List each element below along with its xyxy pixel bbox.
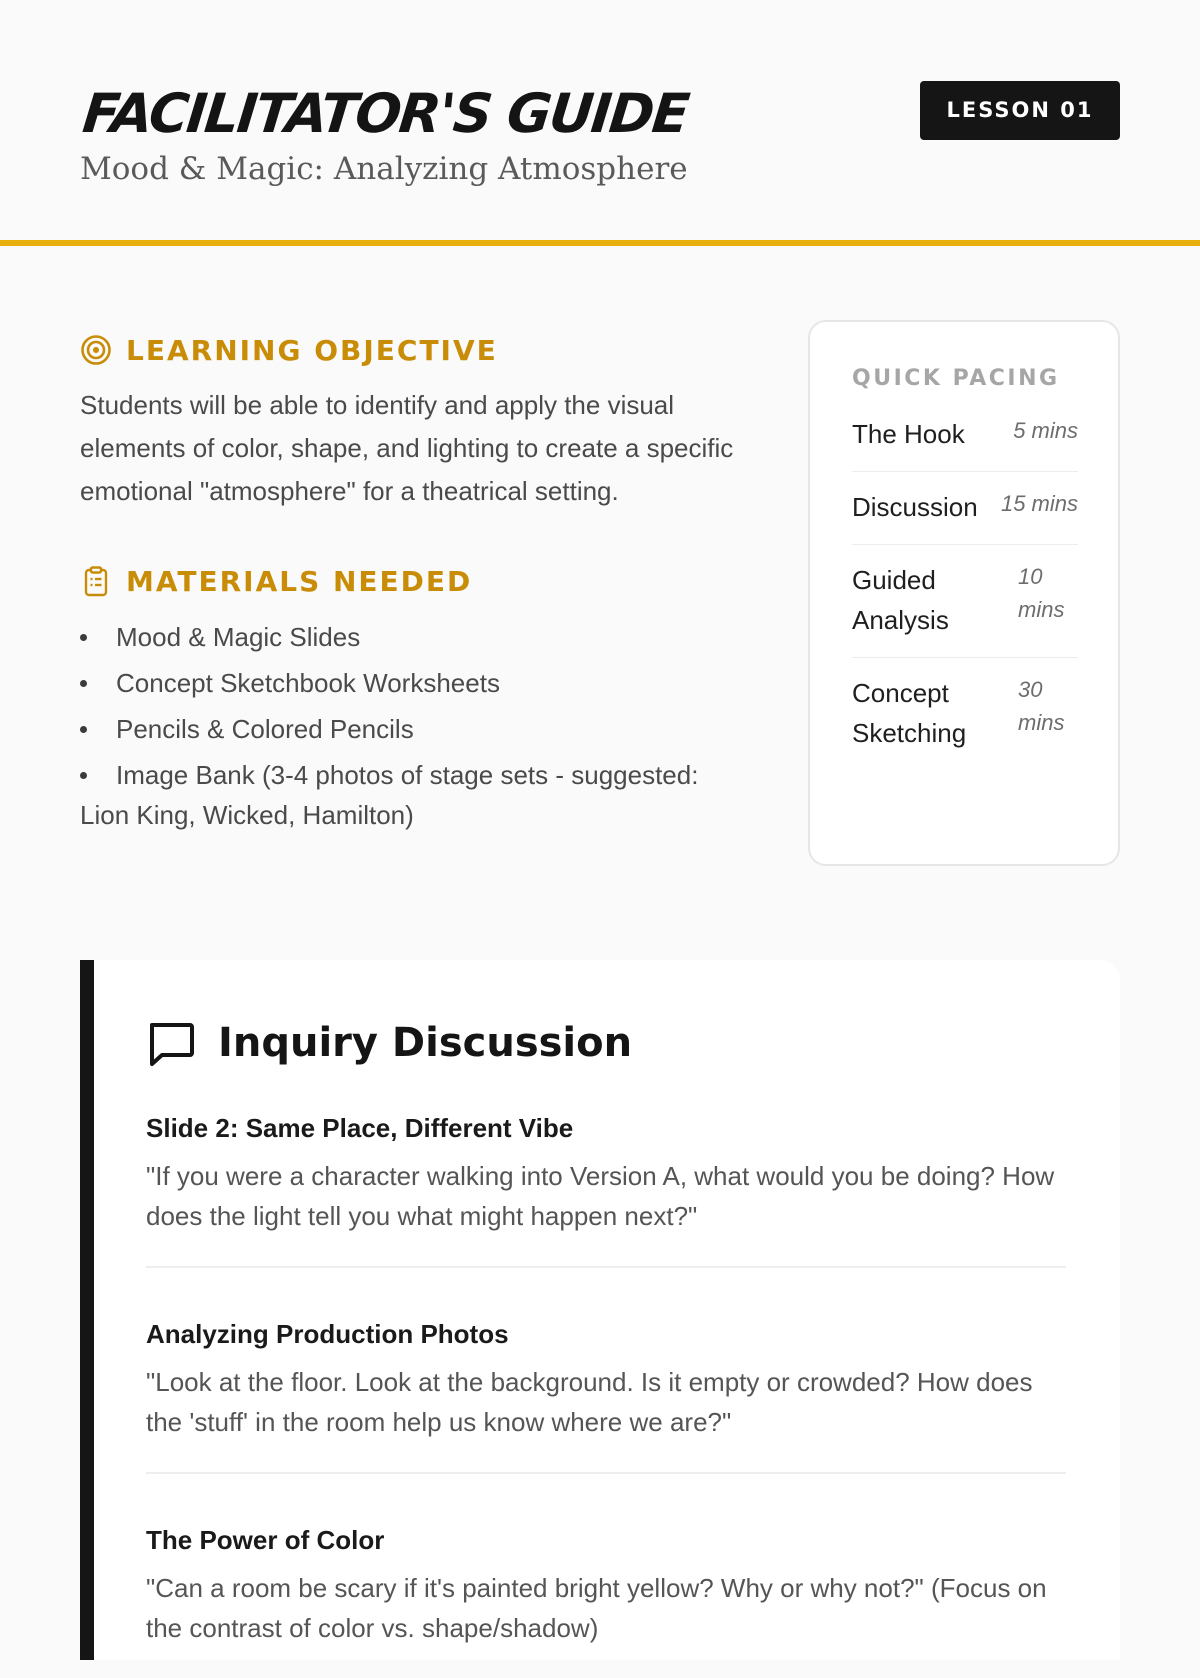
overview-left-column	[80, 328, 740, 835]
list-item: Pencils & Colored Pencils	[80, 709, 740, 749]
bullet	[80, 680, 87, 687]
question-title: Slide 2: Same Place, Different Vibe	[146, 1113, 574, 1143]
pacing-label: Concept Sketching	[852, 678, 967, 748]
page-subtitle: Mood & Magic: Analyzing Atmosphere	[80, 151, 688, 187]
question-title: Analyzing Production Photos	[146, 1319, 509, 1349]
pacing-label: Discussion	[852, 492, 978, 522]
discussion-question	[146, 1110, 1066, 1268]
list-item: Mood & Magic Slides	[80, 617, 740, 657]
quick-pacing-title: QUICK PACING	[852, 366, 1060, 391]
overview-section	[80, 328, 1120, 841]
bullet	[80, 726, 87, 733]
pacing-label: Guided Analysis	[852, 565, 949, 635]
materials-list	[80, 617, 740, 835]
inquiry-discussion-title: Inquiry Discussion	[218, 1020, 633, 1066]
clipboard-icon	[80, 565, 112, 597]
learning-objective-block	[80, 328, 740, 513]
inquiry-discussion-heading	[146, 1018, 1066, 1068]
materials-heading	[80, 559, 740, 603]
materials-title: MATERIALS NEEDED	[126, 564, 473, 598]
bullet	[80, 772, 87, 779]
quick-pacing-card	[808, 320, 1120, 866]
materials-block	[80, 559, 740, 835]
lesson-badge: LESSON 01	[920, 81, 1120, 140]
question-title: The Power of Color	[146, 1525, 385, 1555]
question-text: "Can a room be scary if it's painted bright yellow? Why or why not?" (Focus on the contrast of color vs. shape/shadow)	[146, 1573, 1047, 1643]
list-item: Concept Sketchbook Worksheets	[80, 663, 740, 703]
pacing-row	[852, 545, 1078, 658]
question-text: "If you were a character walking into Version A, what would you be doing? How does the light tell you what might happen next?"	[146, 1161, 1055, 1231]
pacing-label: The Hook	[852, 419, 965, 449]
question-text: "Look at the floor. Look at the background. Is it empty or crowded? How does the 'stuff' in the room help us know where we are?"	[146, 1367, 1033, 1437]
learning-objective-heading	[80, 328, 740, 372]
pacing-time: 30 mins	[1018, 677, 1065, 735]
discussion-question	[146, 1316, 1066, 1474]
bullet	[80, 634, 87, 641]
guide-header	[80, 0, 1120, 246]
pacing-row	[852, 472, 1078, 545]
learning-objective-text: Students will be able to identify and apply the visual elements of color, shape, and lighting to create a specific emotional "atmosphere" for a theatrical setting.	[80, 390, 734, 506]
pacing-time: 15 mins	[1000, 491, 1078, 516]
pacing-time: 10 mins	[1018, 564, 1065, 622]
learning-objective-title: LEARNING OBJECTIVE	[126, 333, 498, 367]
chat-bubble-icon	[146, 1018, 196, 1068]
discussion-question	[146, 1522, 1066, 1678]
page-title: FACILITATOR'S GUIDE	[79, 82, 691, 145]
target-icon	[80, 334, 112, 366]
header-divider	[0, 240, 1200, 246]
pacing-row	[852, 399, 1078, 472]
list-item: Image Bank (3-4 photos of stage sets - suggested: Lion King, Wicked, Hamilton)	[80, 760, 699, 830]
inquiry-discussion-section	[80, 960, 1120, 1660]
pacing-row	[852, 658, 1078, 770]
pacing-time: 5 mins	[1013, 418, 1078, 443]
